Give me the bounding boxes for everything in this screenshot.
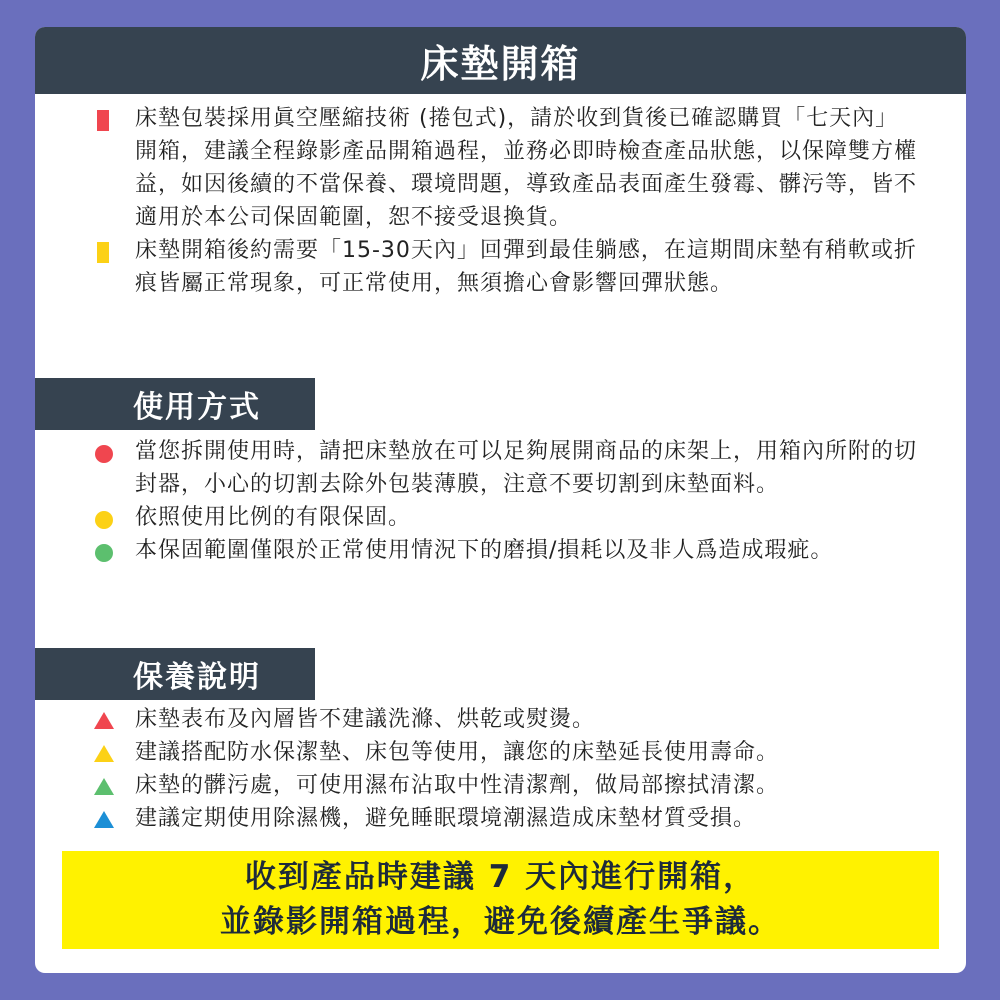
- notice-line-2: 並錄影開箱過程，避免後續產生爭議。: [220, 904, 781, 940]
- notice-banner: [62, 851, 939, 949]
- list-item: [35, 501, 966, 534]
- usage-list: [35, 435, 966, 567]
- list-item-text: 建議定期使用除濕機，避免睡眠環境潮濕造成床墊材質受損。: [135, 806, 757, 831]
- intro-list: [35, 102, 966, 300]
- care-list: [35, 703, 966, 835]
- list-item: [35, 102, 966, 234]
- list-item-text: 床墊表布及內層皆不建議洗滌、烘乾或熨燙。: [135, 707, 596, 732]
- list-item: [35, 534, 966, 567]
- yellow-triangle-bullet-icon: [94, 745, 114, 762]
- list-item-text: 本保固範圍僅限於正常使用情況下的磨損/損耗以及非人爲造成瑕疵。: [135, 538, 834, 563]
- list-item-text: 床墊開箱後約需要「15-30天內」回彈到最佳躺感，在這期間床墊有稍軟或折痕皆屬正常現象，可正常使用，無須擔心會影響回彈狀態。: [135, 238, 917, 296]
- notice-line-1: 收到產品時建議 7 天內進行開箱，: [244, 859, 757, 895]
- section-heading-usage: 使用方式: [35, 378, 315, 430]
- list-item-text: 依照使用比例的有限保固。: [135, 505, 412, 530]
- red-dot-bullet-icon: [95, 445, 113, 463]
- list-item: [35, 769, 966, 802]
- list-item-text: 床墊的髒污處，可使用濕布沾取中性清潔劑，做局部擦拭清潔。: [135, 773, 780, 798]
- list-item-text: 床墊包裝採用眞空壓縮技術 (捲包式)，請於收到貨後已確認購買「七天內」開箱，建議全程錄影產品開箱過程，並務必即時檢查產品狀態，以保障雙方權益，如因後續的不當保養、環境問題，導致產品表面產生發霉、髒污等，皆不適用於本公司保固範圍，恕不接受退換貨。: [135, 106, 918, 230]
- content-card: [35, 27, 966, 973]
- list-item: [35, 234, 966, 300]
- section-heading-care: 保養說明: [35, 648, 315, 700]
- list-item: [35, 435, 966, 501]
- green-dot-bullet-icon: [95, 544, 113, 562]
- list-item: [35, 802, 966, 835]
- red-triangle-bullet-icon: [94, 712, 114, 729]
- green-triangle-bullet-icon: [94, 778, 114, 795]
- list-item: [35, 736, 966, 769]
- list-item-text: 當您拆開使用時，請把床墊放在可以足夠展開商品的床架上，用箱內所附的切封器，小心的切割去除外包裝薄膜，注意不要切割到床墊面料。: [135, 439, 918, 497]
- page-title: 床墊開箱: [35, 27, 966, 94]
- yellow-square-bullet-icon: [97, 242, 109, 263]
- blue-triangle-bullet-icon: [94, 811, 114, 828]
- red-square-bullet-icon: [97, 110, 109, 131]
- list-item: [35, 703, 966, 736]
- list-item-text: 建議搭配防水保潔墊、床包等使用，讓您的床墊延長使用壽命。: [135, 740, 780, 765]
- yellow-dot-bullet-icon: [95, 511, 113, 529]
